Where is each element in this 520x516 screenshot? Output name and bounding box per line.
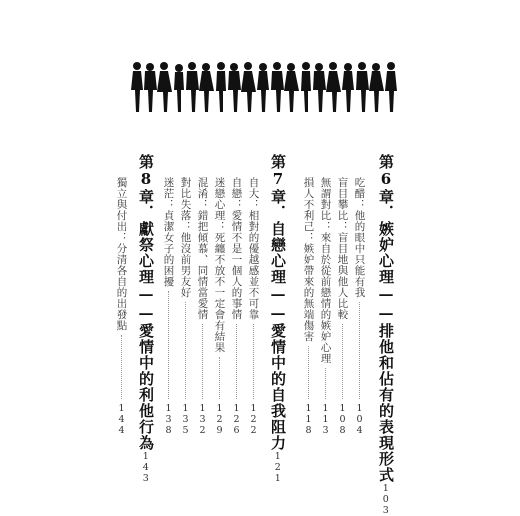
- toc-entry-page: 135: [180, 403, 191, 436]
- dot-leader: [342, 324, 343, 399]
- toc-entry-text: 對比失落：他沒前男友好: [179, 177, 192, 298]
- toc-row: [337, 177, 348, 436]
- dot-leader: [219, 357, 220, 399]
- toc-row: [163, 177, 174, 436]
- toc-entry-page: 144: [116, 403, 127, 436]
- toc-entry-page: 138: [163, 403, 174, 436]
- toc-entry-text: 自戀：愛情不是一個人的事情: [230, 177, 243, 320]
- dot-leader: [236, 324, 237, 399]
- toc-entry-page: 126: [231, 403, 242, 436]
- dot-leader: [168, 291, 169, 399]
- toc-entry-text: 損人不利己：嫉妒帶來的無端傷害: [302, 177, 315, 342]
- toc-entry-page: 129: [214, 403, 225, 436]
- dot-leader: [185, 302, 186, 399]
- toc-row: [303, 177, 314, 436]
- toc-row: [214, 177, 225, 436]
- dot-leader: [202, 324, 203, 399]
- chapter-6-page: 103: [380, 483, 392, 516]
- toc-entry-page: 108: [337, 403, 348, 436]
- toc-row: [116, 177, 127, 436]
- toc-entry-text: 迷茫：貞潔女子的困擾: [162, 177, 175, 287]
- chapter-8-subtitle: ——愛情中的利他行為: [137, 285, 155, 451]
- chapter-7-subtitle: ——愛情中的自我阻力: [269, 285, 287, 451]
- toc-entry-text: 迷戀心理：死纏不放不一定會有結果: [213, 177, 226, 353]
- chapter-6-title: 第6章．嫉妒心理: [377, 154, 395, 285]
- toc-row: [354, 177, 365, 436]
- dot-leader: [253, 324, 254, 399]
- toc-entry-text: 盲目攀比：盲目地與他人比較: [336, 177, 349, 320]
- chapter-8-page: 143: [140, 451, 152, 484]
- chapter-8-heading-row: [137, 154, 155, 484]
- chapter-7-title: 第7章．自戀心理: [269, 154, 287, 285]
- toc-entry-text: 獨立與付出：分清各自的出發點: [115, 177, 128, 331]
- dot-leader: [359, 302, 360, 399]
- toc-entry-page: 118: [303, 403, 314, 436]
- dot-leader: [325, 368, 326, 399]
- chapter-6-subtitle: ——排他和佔有的表現形式: [377, 285, 395, 483]
- chapter-7-page: 121: [272, 451, 284, 484]
- toc-row: [248, 177, 259, 436]
- toc-entry-text: 自大：相對的優越感並不可靠: [247, 177, 260, 320]
- crowd-silhouette-banner: [131, 60, 403, 112]
- dot-leader: [308, 346, 309, 399]
- toc-entry-page: 132: [197, 403, 208, 436]
- toc-entry-text: 無謂對比：來自於從前戀情的嫉妒心理: [319, 177, 332, 364]
- toc-entry-page: 104: [354, 403, 365, 436]
- chapter-7-heading-row: [269, 154, 287, 484]
- toc-row: [180, 177, 191, 436]
- toc-entry-text: 吃醋：他的眼中只能有我: [353, 177, 366, 298]
- toc-entry-page: 113: [320, 403, 331, 436]
- toc-row: [231, 177, 242, 436]
- dot-leader: [121, 335, 122, 399]
- toc-entry-text: 混淆：錯把傾慕、同情當愛情: [196, 177, 209, 320]
- chapter-6-heading-row: [377, 154, 395, 516]
- toc-row: [320, 177, 331, 436]
- toc-entry-page: 122: [248, 403, 259, 436]
- chapter-8-title: 第8章．獻祭心理: [137, 154, 155, 285]
- toc-row: [197, 177, 208, 436]
